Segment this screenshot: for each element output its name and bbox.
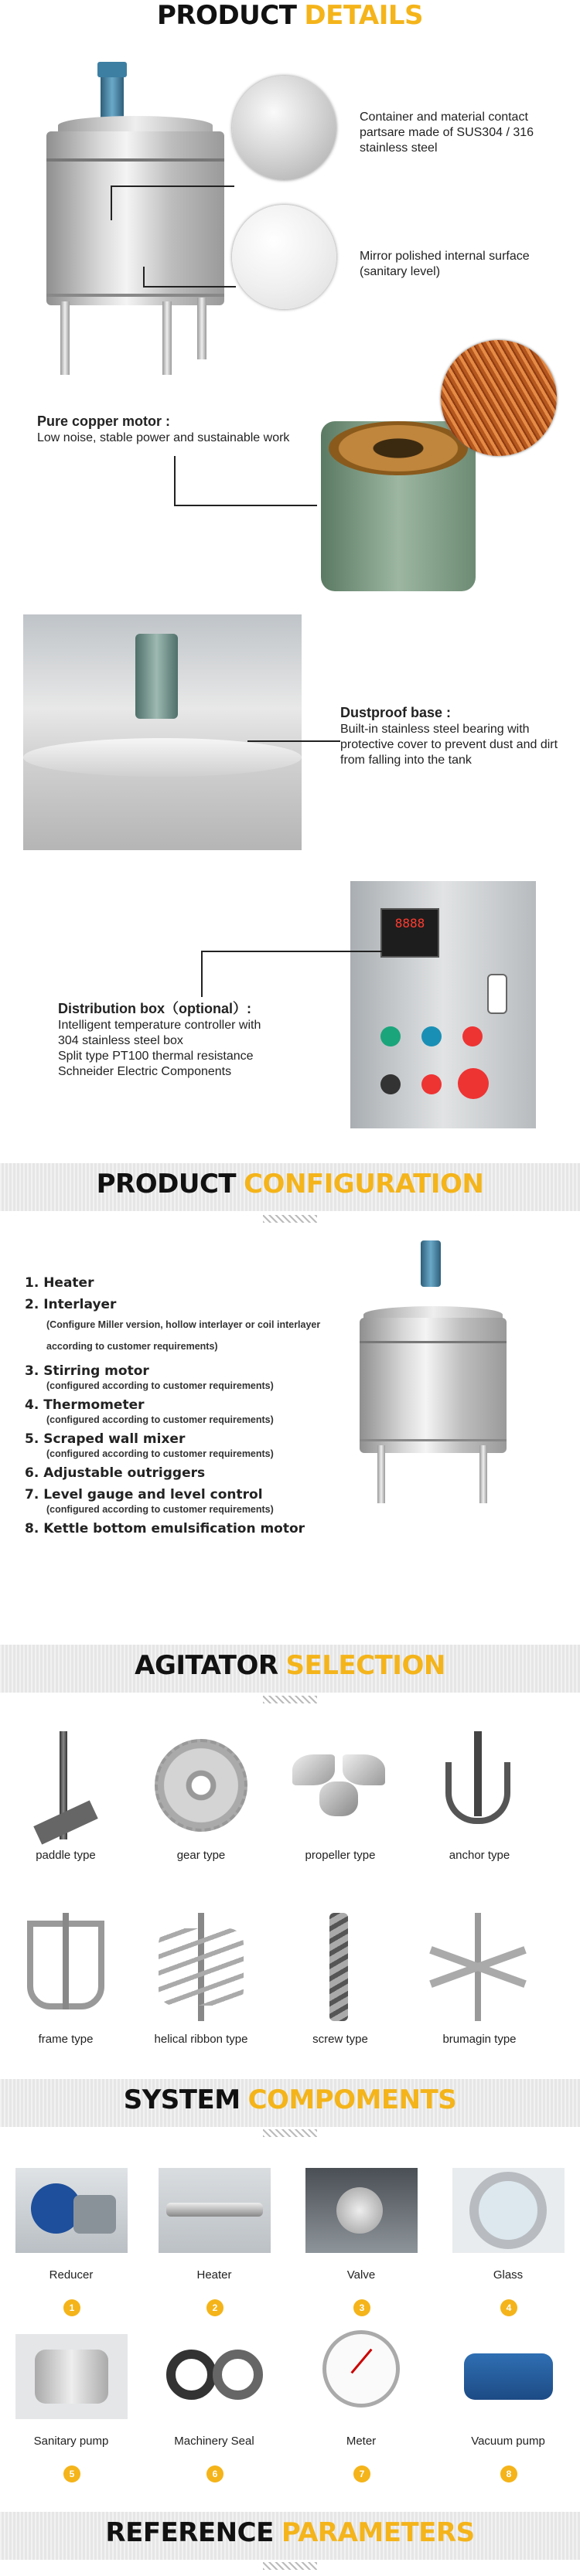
agitator-label: helical ribbon type (154, 2033, 248, 2046)
mirror-surface-image (232, 205, 336, 309)
propeller-agitator-image (285, 1731, 393, 1839)
component-number: 8 (500, 2465, 517, 2482)
component-number: 2 (206, 2299, 223, 2316)
vacuum-pump-image (452, 2334, 565, 2419)
config-item: 8. Kettle bottom emulsification motor (25, 1521, 305, 1536)
component-label: Meter (346, 2435, 377, 2448)
distribution-box-caption (58, 1001, 352, 1080)
box-line: Split type PT100 thermal resistance (58, 1050, 254, 1063)
agitator-label: gear type (176, 1849, 226, 1862)
section-title-agitator (0, 1650, 580, 1681)
box-title: Distribution box（optional）: (58, 1001, 251, 1016)
brumagin-agitator-image (424, 1913, 532, 2021)
meter-image (305, 2326, 418, 2419)
component-number: 1 (63, 2299, 80, 2316)
base-text: Built-in stainless steel bearing with protective cover to prevent dust and dirt from falling into the tank (340, 723, 558, 767)
distribution-box-photo (350, 881, 536, 1128)
component-number: 7 (353, 2465, 370, 2482)
temperature-controller (380, 908, 439, 958)
config-item: 1. Heater (25, 1275, 94, 1291)
section-title-reference (0, 2517, 580, 2548)
section-title-dark: AGITATOR (135, 1650, 278, 1681)
sanitary-pump-image (15, 2334, 128, 2419)
agitator-label: brumagin type (442, 2033, 517, 2046)
component-label: Machinery Seal (174, 2435, 254, 2448)
agitator-label: paddle type (36, 1849, 96, 1862)
stainless-sample-image (232, 76, 336, 180)
config-item: 7. Level gauge and level control (configured according to customer requirements) (25, 1487, 274, 1515)
base-caption (340, 705, 565, 768)
paddle-agitator-image (12, 1731, 120, 1839)
machinery-seal-image (159, 2334, 271, 2419)
section-title-accent: SELECTION (285, 1650, 445, 1681)
base-title: Dustproof base : (340, 705, 452, 720)
section-title-system (0, 2084, 580, 2115)
section-title-accent: CONFIGURATION (244, 1169, 484, 1200)
component-label: Reducer (49, 2268, 94, 2282)
glass-image (452, 2168, 565, 2253)
reducer-image (15, 2168, 128, 2253)
config-item: 5. Scraped wall mixer (configured according to customer requirements) (25, 1431, 274, 1459)
component-number: 6 (206, 2465, 223, 2482)
agitator-label: screw type (312, 2033, 368, 2046)
anchor-agitator-image (424, 1731, 532, 1839)
section-title-dark: PRODUCT (96, 1169, 237, 1200)
section-title-accent: COMPOMENTS (247, 2084, 457, 2115)
box-line: 304 stainless steel box (58, 1034, 183, 1047)
section-title-config (0, 1169, 580, 1200)
box-line: Intelligent temperature controller with (58, 1019, 261, 1032)
config-item: 3. Stirring motor (configured according to customer requirements) (25, 1363, 274, 1391)
agitator-label: frame type (38, 2033, 94, 2046)
component-label: Sanitary pump (33, 2435, 109, 2448)
config-item: 6. Adjustable outriggers (25, 1465, 206, 1481)
motor-title: Pure copper motor : (37, 413, 171, 429)
component-number: 5 (63, 2465, 80, 2482)
agitator-label: propeller type (305, 1849, 376, 1862)
component-number: 4 (500, 2299, 517, 2316)
screw-agitator-image (285, 1913, 393, 2021)
motor-text: Low noise, stable power and sustainable work (37, 431, 290, 444)
config-item: 2. Interlayer (Configure Miller version, hollow interlayer or coil interlayer according to customer requirements) (25, 1297, 321, 1352)
section-title-dark: REFERENCE (105, 2517, 274, 2548)
component-number: 3 (353, 2299, 370, 2316)
section-title-accent: DETAILS (304, 0, 424, 31)
agitator-label: anchor type (449, 1849, 510, 1862)
heater-image (159, 2168, 271, 2253)
config-item: 4. Thermometer (configured according to customer requirements) (25, 1397, 274, 1425)
mirror-caption: Mirror polished internal surface (sanitary level) (360, 250, 530, 278)
material-caption: Container and material contact partsare made of SUS304 / 316 stainless steel (360, 111, 534, 155)
component-label: Vacuum pump (471, 2435, 545, 2448)
frame-agitator-image (12, 1913, 120, 2021)
section-title-details (0, 0, 580, 31)
configuration-list (25, 1275, 334, 1543)
section-title-dark: SYSTEM (123, 2084, 241, 2115)
gear-agitator-image (147, 1731, 255, 1839)
valve-image (305, 2168, 418, 2253)
controller-display: 8888 (394, 916, 425, 931)
section-title-accent: PARAMETERS (281, 2517, 475, 2548)
component-label: Heater (196, 2268, 232, 2282)
copper-wire-image (441, 340, 557, 456)
helical-ribbon-agitator-image (147, 1913, 255, 2021)
box-line: Schneider Electric Components (58, 1065, 232, 1078)
section-title-dark: PRODUCT (156, 0, 297, 31)
component-label: Glass (493, 2268, 524, 2282)
motor-caption (37, 413, 362, 446)
component-label: Valve (346, 2268, 376, 2282)
